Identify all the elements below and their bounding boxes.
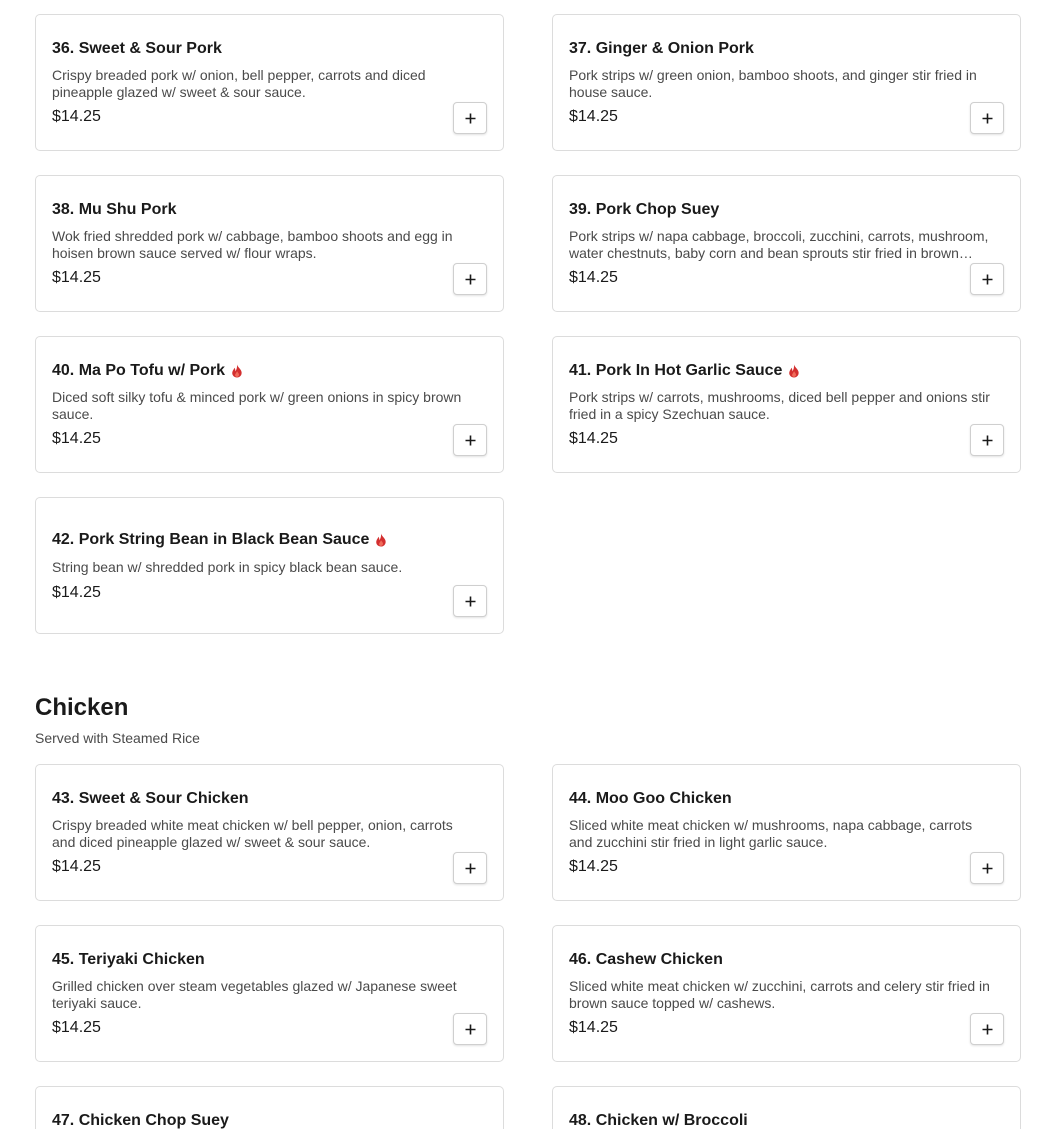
item-price: $14.25 — [52, 858, 101, 875]
item-price: $14.25 — [569, 108, 618, 125]
menu-item-card[interactable] — [35, 1086, 504, 1129]
add-item-button[interactable] — [453, 263, 487, 295]
add-item-button[interactable] — [453, 585, 487, 617]
plus-icon — [465, 435, 476, 446]
item-price: $14.25 — [569, 269, 618, 286]
item-price: $14.25 — [569, 430, 618, 447]
plus-icon — [982, 863, 993, 874]
add-item-button[interactable] — [453, 102, 487, 134]
menu-item-card[interactable] — [35, 925, 504, 1062]
item-description: String bean w/ shredded pork in spicy black bean sauce. — [52, 559, 403, 575]
item-price: $14.25 — [52, 584, 101, 601]
menu-item-card[interactable] — [552, 175, 1021, 312]
item-title: 38. Mu Shu Pork — [52, 201, 177, 218]
add-item-button[interactable] — [970, 263, 1004, 295]
item-title: 40. Ma Po Tofu w/ Pork — [52, 362, 243, 380]
plus-icon — [465, 863, 476, 874]
item-price: $14.25 — [52, 1019, 101, 1036]
add-item-button[interactable] — [970, 102, 1004, 134]
item-price: $14.25 — [52, 430, 101, 447]
chicken-menu-grid — [35, 764, 1021, 1129]
plus-icon — [982, 113, 993, 124]
flame-icon — [231, 364, 243, 378]
item-title: 46. Cashew Chicken — [569, 951, 723, 968]
item-description: Wok fried shredded pork w/ cabbage, bamboo shoots and egg in hoisen brown sauce served w/ flour wraps. — [52, 228, 453, 261]
section-title: Chicken — [35, 694, 129, 721]
item-description: Crispy breaded pork w/ onion, bell pepper, carrots and diced pineapple glazed w/ sweet & sour sauce. — [52, 67, 426, 100]
section-subtitle: Served with Steamed Rice — [35, 730, 200, 746]
flame-icon — [375, 533, 387, 547]
menu-item-card[interactable] — [552, 925, 1021, 1062]
menu-item-card[interactable] — [35, 14, 504, 151]
menu-item-card[interactable] — [35, 497, 504, 634]
plus-icon — [465, 274, 476, 285]
item-price: $14.25 — [52, 269, 101, 286]
item-price: $14.25 — [569, 1019, 618, 1036]
plus-icon — [465, 596, 476, 607]
menu-item-card[interactable] — [552, 14, 1021, 151]
plus-icon — [982, 435, 993, 446]
item-description: Pork strips w/ napa cabbage, broccoli, zucchini, carrots, mushroom, water chestnuts, baby corn and bean sprouts stir fried in brown — [569, 228, 989, 261]
item-price: $14.25 — [569, 858, 618, 875]
item-description: Crispy breaded white meat chicken w/ bell pepper, onion, carrots and diced pineapple glazed w/ sweet & sour sauce. — [52, 817, 453, 850]
item-description: Sliced white meat chicken w/ mushrooms, napa cabbage, carrots and zucchini stir fried in light garlic sauce. — [569, 817, 973, 850]
add-item-button[interactable] — [453, 424, 487, 456]
item-description: Pork strips w/ green onion, bamboo shoots, and ginger stir fried in house sauce. — [569, 67, 977, 100]
menu-item-card[interactable] — [35, 175, 504, 312]
item-price: $14.25 — [52, 108, 101, 125]
item-title: 48. Chicken w/ Broccoli — [569, 1112, 748, 1129]
chicken-section-header — [35, 694, 200, 746]
menu-item-card[interactable] — [552, 1086, 1021, 1129]
menu-item-card[interactable] — [35, 764, 504, 901]
add-item-button[interactable] — [970, 852, 1004, 884]
item-description: Grilled chicken over steam vegetables glazed w/ Japanese sweet teriyaki sauce. — [52, 978, 457, 1011]
item-title: 42. Pork String Bean in Black Bean Sauce — [52, 531, 387, 549]
item-description: Diced soft silky tofu & minced pork w/ green onions in spicy brown sauce. — [52, 389, 462, 422]
plus-icon — [465, 113, 476, 124]
item-title: 44. Moo Goo Chicken — [569, 790, 732, 807]
item-description: Pork strips w/ carrots, mushrooms, diced bell pepper and onions stir fried in a spicy Szechuan sauce. — [569, 389, 990, 422]
item-title: 39. Pork Chop Suey — [569, 201, 720, 218]
plus-icon — [465, 1024, 476, 1035]
item-title: 36. Sweet & Sour Pork — [52, 40, 222, 57]
flame-icon — [788, 364, 800, 378]
item-description: Sliced white meat chicken w/ zucchini, carrots and celery stir fried in brown sauce topped w/ cashews. — [569, 978, 990, 1011]
item-title: 41. Pork In Hot Garlic Sauce — [569, 362, 800, 380]
item-title: 47. Chicken Chop Suey — [52, 1112, 229, 1129]
add-item-button[interactable] — [453, 1013, 487, 1045]
add-item-button[interactable] — [970, 424, 1004, 456]
plus-icon — [982, 1024, 993, 1035]
plus-icon — [982, 274, 993, 285]
menu-item-card[interactable] — [552, 336, 1021, 473]
menu-item-card[interactable] — [552, 764, 1021, 901]
pork-menu-grid — [35, 14, 1021, 634]
item-title: 43. Sweet & Sour Chicken — [52, 790, 249, 807]
add-item-button[interactable] — [970, 1013, 1004, 1045]
item-title: 37. Ginger & Onion Pork — [569, 40, 754, 57]
menu-item-card[interactable] — [35, 336, 504, 473]
item-title: 45. Teriyaki Chicken — [52, 951, 205, 968]
add-item-button[interactable] — [453, 852, 487, 884]
